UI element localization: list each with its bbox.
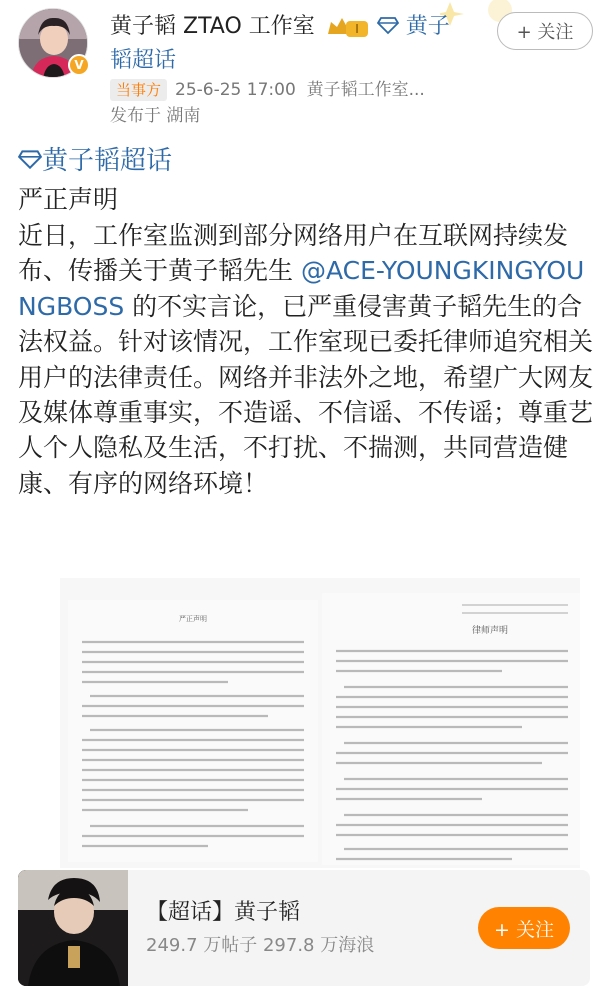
supertopic-card[interactable]	[18, 870, 590, 986]
supertopic-link[interactable]: 黄子	[377, 14, 450, 39]
supertopic-stats: 249.7 万帖子 297.8 万海浪	[146, 935, 375, 956]
diamond-topic-icon	[377, 15, 399, 35]
document-text-lines	[68, 624, 318, 860]
follow-button[interactable]: + 关注	[497, 12, 593, 50]
avatar[interactable]	[18, 8, 88, 78]
diamond-topic-icon	[18, 148, 42, 170]
post-location: 发布于 湖南	[110, 106, 201, 126]
statement-title: 严正声明	[18, 185, 119, 214]
post-body	[18, 142, 593, 501]
supertopic-title: 【超话】黄子韬	[146, 900, 301, 925]
party-tag: 当事方	[110, 79, 167, 101]
statement-document-image[interactable]	[68, 600, 318, 862]
supertopic-link-continued[interactable]: 韬超话	[110, 48, 177, 73]
account-name-line	[110, 12, 450, 42]
attached-images	[60, 578, 580, 868]
supertopic-follow-button[interactable]: + 关注	[478, 907, 570, 949]
post-header	[0, 0, 608, 135]
post-timestamp: 25-6-25 17:00	[175, 80, 296, 100]
svg-text:I: I	[355, 22, 359, 36]
supertopic-thumbnail	[18, 870, 128, 986]
account-name[interactable]: 黄子韬 ZTAO 工作室	[110, 14, 315, 39]
topic-tag-link[interactable]: 黄子韬超话	[18, 142, 593, 180]
document-title: 严正声明	[179, 615, 207, 623]
post-source[interactable]: 黄子韬工作室...	[306, 80, 425, 100]
post-meta	[110, 78, 425, 102]
mention-link[interactable]: @ACE-YOUNGKINGYOUNGBOSS	[18, 256, 585, 321]
verified-badge-icon: V	[68, 54, 90, 76]
document-title: 律师声明	[472, 626, 509, 636]
document-text-lines	[322, 593, 580, 865]
statement-text: 近日，工作室监测到部分网络用户在互联网持续发布、传播关于黄子韬先生 @ACE-YOUNGKINGYOUNGBOSS 的不实言论，已严重侵害黄子韬先生的合法权益。针对该情况，工作室现已委托律师追究相关用户的法律责任。网络并非法外之地，希望广大网友及媒体尊重事实，不造谣、不信谣、不传谣；尊重艺人个人隐私及生活，不打扰、不揣测，共同营造健康、有序的网络环境！	[18, 221, 594, 498]
lawyer-letter-image[interactable]	[322, 593, 580, 865]
crown-level-badge-icon	[326, 15, 370, 39]
